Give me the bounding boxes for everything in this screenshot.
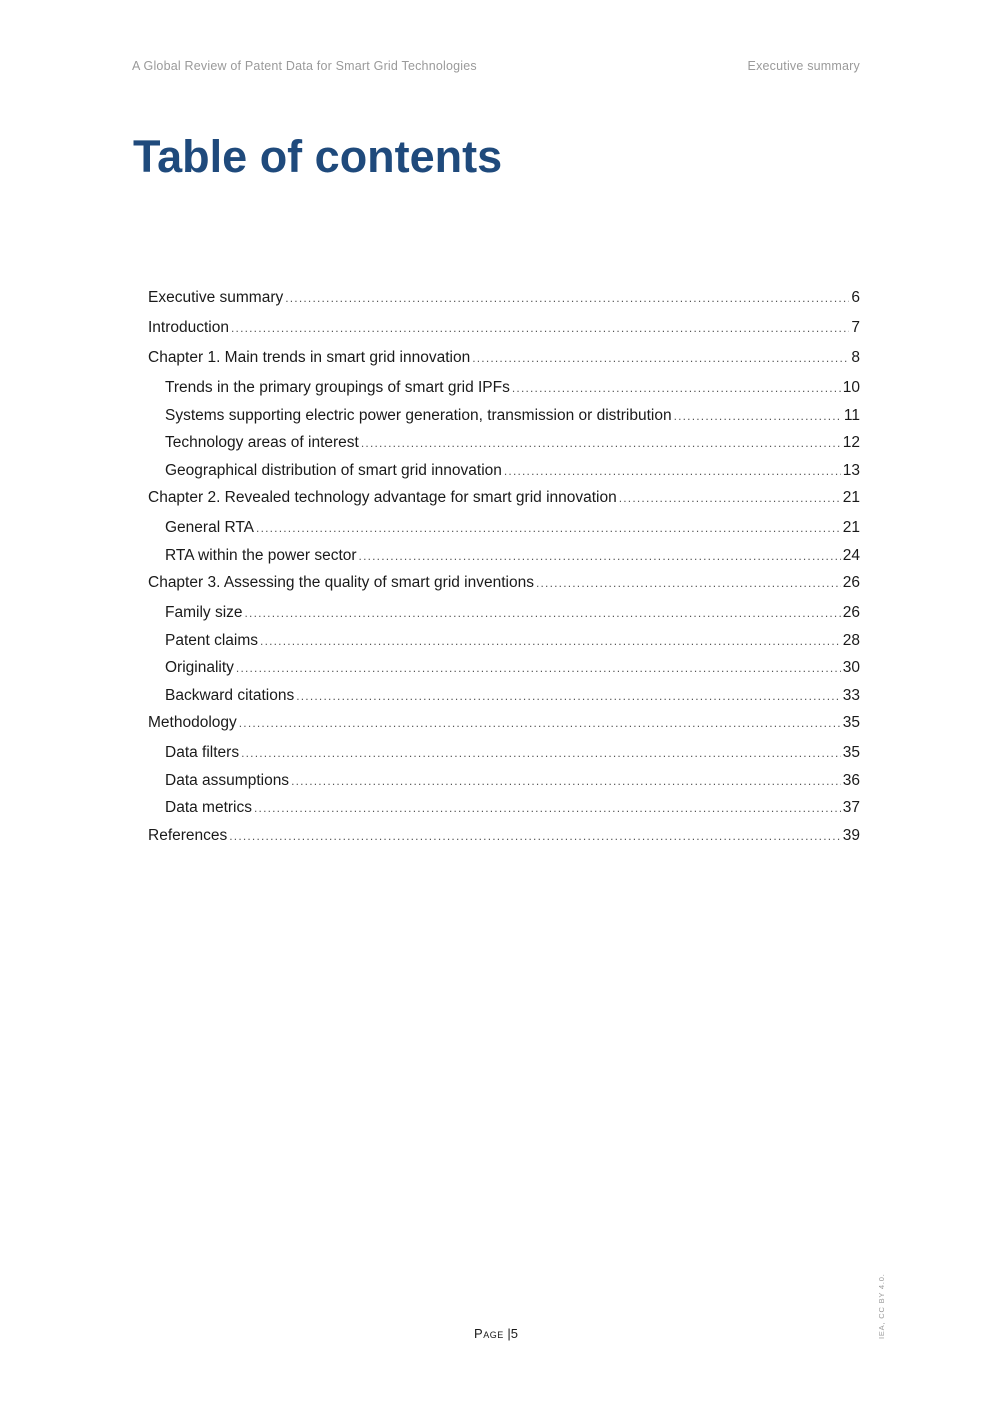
license-note: IEA, CC BY 4.0.: [877, 1273, 886, 1339]
toc-dot-leader: [359, 544, 841, 568]
toc-entry[interactable]: [148, 796, 860, 824]
toc-dot-leader: [254, 796, 841, 820]
toc-entry-page: 12: [842, 434, 860, 451]
toc-entry[interactable]: [148, 601, 860, 629]
toc-dot-leader: [536, 571, 841, 595]
toc-entry-page: 11: [843, 406, 860, 424]
toc-entry[interactable]: [148, 769, 860, 797]
toc-dot-leader: [260, 629, 841, 653]
toc-entry-page: 10: [842, 379, 860, 396]
toc-entry[interactable]: [148, 629, 860, 657]
toc-dot-leader: [296, 684, 841, 708]
toc-entry-page: 28: [842, 631, 860, 649]
toc-entry-title: Data filters: [165, 744, 240, 761]
toc-entry[interactable]: [148, 544, 860, 572]
toc-dot-leader: [361, 431, 841, 455]
header-document-title: A Global Review of Patent Data for Smart Grid Technologies: [132, 59, 477, 73]
toc-dot-leader: [291, 769, 841, 793]
toc-entry-title: Patent claims: [165, 631, 259, 649]
toc-entry-title: Chapter 2. Revealed technology advantage for smart grid innovation: [148, 489, 617, 506]
toc-entry[interactable]: [148, 711, 860, 741]
toc-entry-title: Originality: [165, 659, 234, 676]
toc-entry-page: 24: [842, 546, 860, 564]
toc-entry[interactable]: [148, 824, 860, 854]
toc-entry-title: General RTA: [165, 519, 255, 536]
toc-dot-leader: [472, 346, 849, 370]
table-of-contents: [148, 286, 860, 854]
toc-entry-page: 35: [842, 714, 860, 731]
toc-entry-page: 35: [842, 744, 860, 761]
header-section-title: Executive summary: [747, 59, 860, 73]
toc-entry-title: Data metrics: [165, 799, 252, 816]
toc-entry-page: 21: [842, 519, 860, 536]
toc-dot-leader: [256, 516, 841, 540]
page-label: Page: [474, 1326, 504, 1341]
running-header: [132, 59, 860, 73]
toc-entry-page: 13: [842, 461, 860, 479]
toc-entry-page: 26: [842, 604, 860, 621]
toc-entry-page: 36: [842, 771, 860, 789]
toc-entry-page: 8: [851, 349, 860, 366]
toc-dot-leader: [674, 404, 842, 428]
toc-dot-leader: [619, 486, 841, 510]
page-footer: [0, 1326, 992, 1341]
toc-entry-page: 7: [851, 319, 860, 336]
toc-entry[interactable]: [148, 459, 860, 487]
toc-dot-leader: [504, 459, 841, 483]
toc-entry-title: Chapter 3. Assessing the quality of smart grid inventions: [148, 574, 534, 591]
toc-dot-leader: [245, 601, 841, 625]
toc-entry-page: 30: [842, 659, 860, 676]
toc-entry-page: 37: [842, 799, 860, 816]
toc-entry[interactable]: [148, 741, 860, 769]
toc-dot-leader: [241, 741, 841, 765]
toc-entry-title: Geographical distribution of smart grid innovation: [165, 461, 502, 479]
toc-dot-leader: [512, 376, 841, 400]
toc-entry[interactable]: [148, 684, 860, 712]
toc-entry-title: Methodology: [148, 714, 237, 731]
toc-entry-title: Trends in the primary groupings of smart grid IPFs: [165, 379, 510, 396]
toc-entry[interactable]: [148, 516, 860, 544]
page-number: 5: [510, 1326, 518, 1341]
toc-entry-title: Executive summary: [148, 289, 284, 306]
toc-entry-title: Introduction: [148, 319, 229, 336]
toc-entry[interactable]: [148, 286, 860, 316]
toc-entry-title: RTA within the power sector: [165, 546, 357, 564]
toc-dot-leader: [231, 316, 849, 340]
toc-entry-title: Systems supporting electric power generation, transmission or distribution: [165, 406, 672, 424]
toc-entry-title: Data assumptions: [165, 771, 290, 789]
toc-entry[interactable]: [148, 431, 860, 459]
toc-entry[interactable]: [148, 316, 860, 346]
toc-dot-leader: [285, 286, 849, 310]
toc-dot-leader: [236, 656, 841, 680]
toc-entry[interactable]: [148, 404, 860, 432]
toc-entry-page: 33: [842, 686, 860, 704]
toc-entry-page: 26: [842, 574, 860, 591]
toc-entry[interactable]: [148, 656, 860, 684]
toc-entry[interactable]: [148, 376, 860, 404]
toc-entry-title: References: [148, 826, 228, 844]
toc-entry[interactable]: [148, 346, 860, 376]
toc-entry-page: 21: [842, 489, 860, 506]
toc-dot-leader: [229, 824, 840, 848]
toc-dot-leader: [239, 711, 841, 735]
page-separator: |: [507, 1326, 511, 1341]
toc-entry[interactable]: [148, 486, 860, 516]
toc-entry-title: Family size: [165, 604, 243, 621]
toc-entry-page: 6: [851, 289, 860, 306]
toc-entry-title: Chapter 1. Main trends in smart grid innovation: [148, 349, 471, 366]
toc-entry-page: 39: [842, 826, 860, 844]
page-title: Table of contents: [133, 131, 503, 182]
toc-entry[interactable]: [148, 571, 860, 601]
toc-entry-title: Technology areas of interest: [165, 434, 359, 451]
toc-entry-title: Backward citations: [165, 686, 295, 704]
